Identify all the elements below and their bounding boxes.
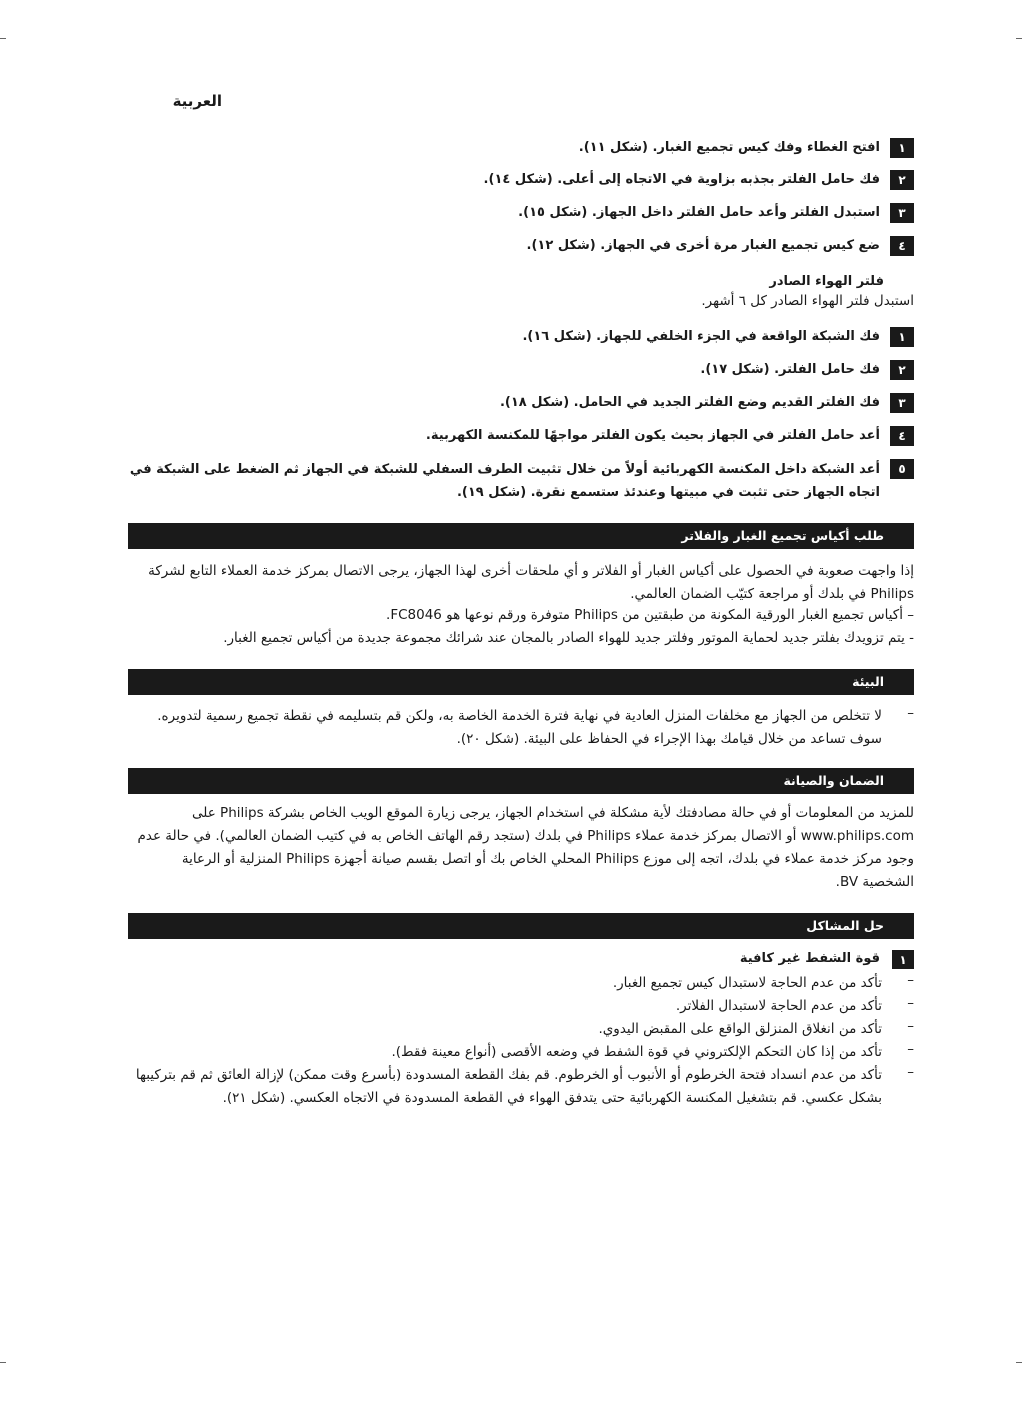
troubleshooting-item: تأكد من عدم انسداد فتحة الخرطوم أو الأنبوب أو الخرطوم. قم بفك القطعة المسدودة (بأسرع وقت ممكن) لإزالة العائق ثم قم بتركيبها بشكل عكسي. قم بتشغيل المكنسة الكهربائية حتى يتدفق الهواء في القطعة المسدودة في الاتجاه العكسي. (شكل ٢١). (135, 1067, 882, 1106)
bullet-dash: – (907, 1064, 914, 1080)
section-bar-environment (128, 669, 914, 695)
step-number: ٤ (890, 426, 914, 446)
bullet-dash: – (907, 995, 914, 1011)
step-text: أعد حامل الفلتر في الجهاز بحيث يكون الفلتر مواجهًا للمكنسة الكهربية. (425, 428, 880, 443)
section-bar-ordering (128, 523, 914, 549)
document-page (128, 0, 914, 1401)
section-bar-troubleshooting (128, 913, 914, 939)
step-number: ١ (892, 950, 914, 969)
step-text: افتح الغطاء وفك كيس تجميع الغبار. (شكل ١١). (578, 140, 880, 155)
step-text: فك حامل الفلتر بجذبه بزاوية في الاتجاه إلى أعلى. (شكل ١٤). (483, 172, 880, 187)
exhaust-filter-title: فلتر الهواء الصادر (769, 274, 884, 289)
crop-mark (0, 38, 6, 39)
step-text: فك الشبكة الواقعة في الجزء الخلفي للجهاز. (شكل ١٦). (522, 329, 880, 344)
section-bar-guarantee (128, 768, 914, 794)
step-text: ضع كيس تجميع الغبار مرة أخرى في الجهاز. (شكل ١٢). (526, 238, 880, 253)
bullet-dash: – (907, 1041, 914, 1057)
step-number: ٣ (890, 203, 914, 223)
troubleshooting-heading: قوة الشفط غير كافية (739, 951, 880, 966)
step-text: فك حامل الفلتر. (شكل ١٧). (700, 362, 880, 377)
bullet-dash: – (907, 705, 914, 721)
step-number: ١ (890, 138, 914, 158)
step-number: ٣ (890, 393, 914, 413)
step-text: فك الفلتر القديم وضع الفلتر الجديد في الحامل. (شكل ١٨). (499, 395, 880, 410)
step-number: ٥ (890, 459, 914, 479)
crop-mark (1016, 38, 1022, 39)
step-number: ٢ (890, 170, 914, 190)
step-number: ٤ (890, 236, 914, 256)
section-title: طلب أكياس تجميع الغبار والفلاتر (681, 528, 884, 543)
exhaust-filter-text: استبدل فلتر الهواء الصادر كل ٦ أشهر. (701, 293, 914, 309)
guarantee-paragraph: للمزيد من المعلومات أو في حالة مصادفتك لأية مشكلة في استخدام الجهاز، يرجى زيارة الموقع الويب الخاص بشركة Philips على www.philips.com أو الاتصال بمركز خدمة عملاء Philips في بلدك (ستجد رقم الهاتف الخاص به في كتيب الضمان العالمي). في حالة عدم وجود مركز خدمة عملاء في بلدك، اتجه إلى موزع Philips المحلي الخاص بك أو اتصل بقسم صيانة أجهزة Philips المنزلية أو الرعاية الشخصية BV. (137, 805, 914, 890)
troubleshooting-item: تأكد من عدم الحاجة لاستبدال الفلاتر. (675, 998, 882, 1014)
section-title: الضمان والصيانة (783, 773, 884, 788)
step-number: ١ (890, 327, 914, 347)
ordering-paragraph: إذا واجهت صعوبة في الحصول على أكياس الغبار أو الفلاتر و أي ملحقات أخرى لهذا الجهاز، يرجى الاتصال بمركز خدمة العملاء التابع لشركة Philips في بلدك أو مراجعة كتيّب الضمان العالمي. (148, 563, 914, 602)
troubleshooting-item: تأكد من عدم الحاجة لاستبدال كيس تجميع الغبار. (612, 975, 882, 991)
troubleshooting-item: تأكد من إذا كان التحكم الإلكتروني في قوة الشفط في وضعه الأقصى (أنواع معينة فقط). (391, 1044, 882, 1060)
section-title: حل المشاكل (806, 918, 884, 933)
bullet-dash: – (907, 1018, 914, 1034)
environment-text: لا تتخلص من الجهاز مع مخلفات المنزل العادية في نهاية فترة الخدمة الخاصة به، ولكن قم بتسليمه في نقطة تجميع رسمية لتدويره. سوف تساعد من خلال قيامك بهذا الإجراء في الحفاظ على البيئة. (شكل ٢٠). (157, 708, 882, 747)
step-number: ٢ (890, 360, 914, 380)
language-heading: العربية (172, 92, 222, 110)
section-title: البيئة (852, 674, 884, 689)
crop-mark (1016, 1362, 1022, 1363)
crop-mark (0, 1362, 6, 1363)
ordering-bullet: – أكياس تجميع الغبار الورقية المكونة من طبقتين من Philips متوفرة ورقم نوعها هو FC8046. (386, 607, 914, 623)
step-text: أعد الشبكة داخل المكنسة الكهربائية أولاً من خلال تثبيت الطرف السفلي للشبكة في الجهاز ثم الضغط على الشبكة في اتجاه الجهاز حتى تثبت في مبيتها وعندئذ ستسمع نقرة. (شكل ١٩). (129, 462, 880, 500)
ordering-bullet: - يتم تزويدك بفلتر جديد لحماية الموتور وفلتر جديد للهواء الصادر بالمجان عند شرائك مجموعة جديدة من أكياس تجميع الغبار. (223, 630, 914, 646)
step-text: استبدل الفلتر وأعد حامل الفلتر داخل الجهاز. (شكل ١٥). (518, 205, 880, 220)
bullet-dash: – (907, 972, 914, 988)
troubleshooting-item: تأكد من انغلاق المنزلق الواقع على المقبض اليدوي. (598, 1021, 882, 1037)
